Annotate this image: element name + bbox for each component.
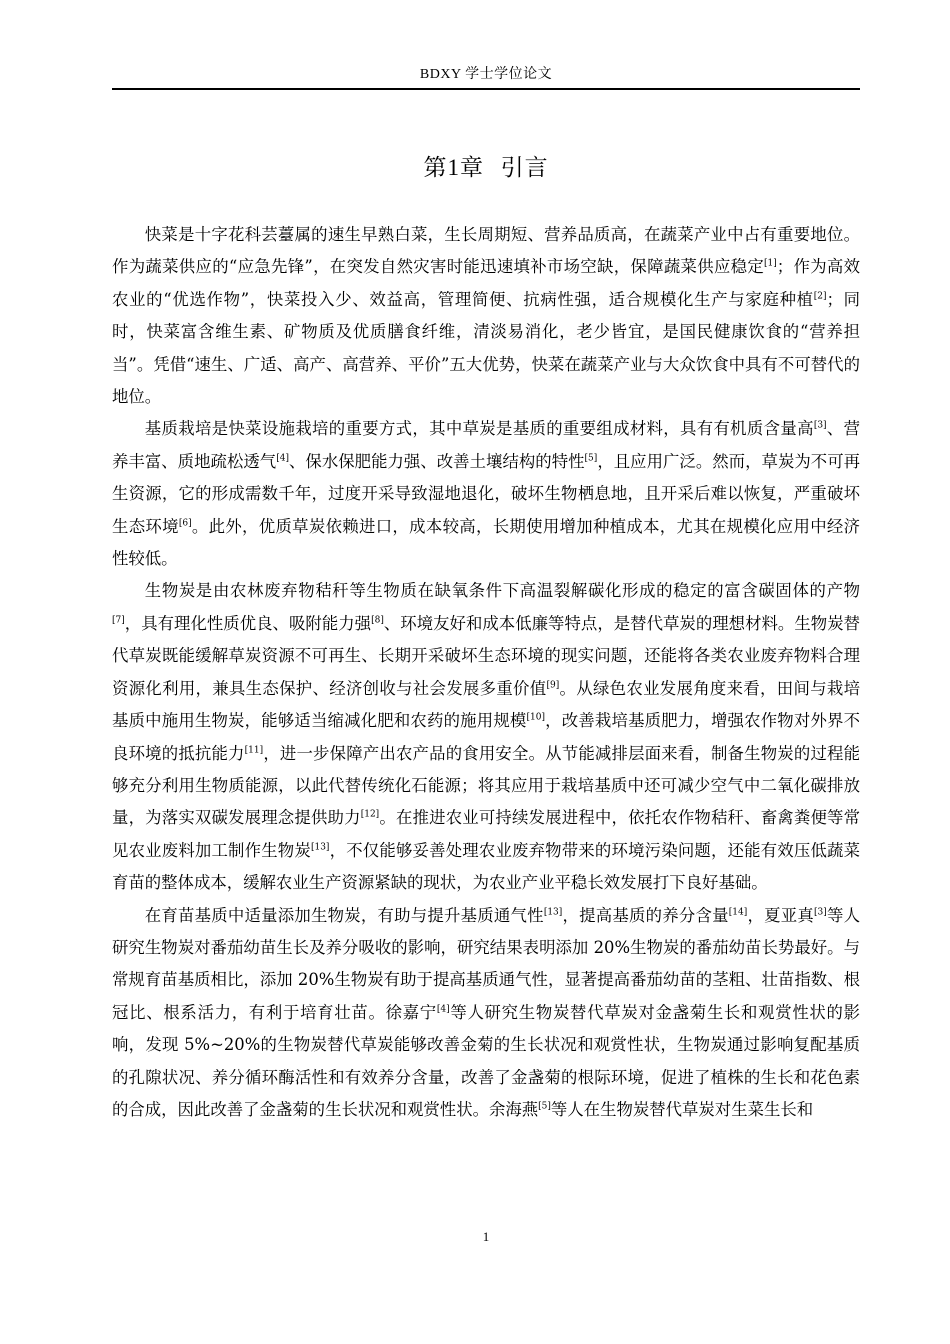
paragraph-text: 、营养丰富、质地疏松透气	[112, 419, 861, 471]
citation-marker: [13]	[310, 842, 330, 853]
citation-marker: [4]	[436, 1004, 450, 1015]
paragraph-text: ，且应用广泛。然而，草炭为不可再生资源，它的形成需数千年，过度开采导致湿地退化，破坏生物栖息地，且开采后难以恢复，严重破坏生态环境	[112, 451, 861, 536]
citation-marker: [6]	[178, 518, 192, 529]
citation-marker: [10]	[526, 712, 545, 723]
header-rule	[112, 88, 860, 90]
citation-marker: [1]	[764, 258, 777, 269]
citation-marker: [4]	[276, 453, 289, 464]
paragraph-text: ，进一步保障产出农产品的食用安全。从节能减排层面来看，制备生物炭的过程能够充分利用生物质能源，以此代替传统化石能源；将其应用于栽培基质中还可减少空气中二氧化碳排放量，为落实双碳发展理念提供助力	[112, 743, 860, 828]
citation-marker: [5]	[538, 1101, 551, 1112]
paragraph-text: 。此外，优质草炭依赖进口，成本较高，长期使用增加种植成本，尤其在规模化应用中经济性较低。	[112, 516, 861, 569]
paragraph-text: ，不仅能够妥善处理农业废弃物带来的环境污染问题，还能有效压低蔬菜育苗的整体成本，缓解农业生产资源紧缺的现状，为农业产业平稳长效发展打下良好基础。	[112, 840, 861, 893]
citation-marker: [13]	[543, 907, 563, 918]
citation-marker: [11]	[244, 745, 264, 756]
running-header: BDXY 学士学位论文	[419, 67, 553, 82]
paragraph-text: ，具有理化性质优良、吸附能力强	[124, 613, 372, 633]
paragraph-text: ，改善栽培基质肥力，增强农作物对外界不良环境的抵抗能力	[112, 711, 861, 763]
chapter-label-prefix: 第	[423, 155, 448, 181]
citation-marker: [9]	[546, 680, 560, 691]
citation-marker: [2]	[813, 291, 827, 302]
paragraph-text: 、环境友好和成本低廉等特点，是替代草炭的理想材料。生物炭替代草炭既能缓解草炭资源不可再生、长期开采破坏生态环境的现实问题，还能将各类农业废弃物料合理资源化利用，兼具生态保护、经济创收与社会发展多重价值	[112, 613, 861, 698]
paragraph-text: 在育苗基质中适量添加生物炭，有助与提升基质通气性	[144, 905, 544, 925]
paragraph-text: 生物炭是由农林废弃物秸秆等生物质在缺氧条件下高温裂解碳化形成的稳定的富含碳固体的产物	[144, 581, 860, 601]
citation-marker: [7]	[112, 615, 125, 626]
paragraph-text: 等人在生物炭替代草炭对生菜生长和	[550, 1099, 814, 1119]
paragraph-text: 等人研究生物炭对番茄幼苗生长及养分吸收的影响，研究结果表明添加 20%生物炭的番茄幼苗长势最好。与常规育苗基质相比，添加 20%生物炭有助于提高基质通气性，显著提高番茄幼苗的茎粗、壮苗指数、根冠比、根系活力，有利于培育壮苗。徐嘉宁	[112, 905, 861, 1022]
page-number: 1	[482, 1229, 490, 1244]
citation-marker: [3]	[813, 420, 827, 431]
paragraph-text: 等人研究生物炭替代草炭对金盏菊生长和观赏性状的影响，发现 5%~20%的生物炭替代草炭能够改善金菊的生长状况和观赏性状，生物炭通过影响复配基质的孔隙状况、养分循环酶活性和有效养分含量，改善了金盏菊的根际环境，促进了植株的生长和花色素的合成，因此改善了金盏菊的生长状况和观赏性状。余海燕	[112, 1002, 861, 1119]
paragraph-text: ，夏亚真	[747, 905, 815, 925]
paragraph-text: 。在推进农业可持续发展进程中，依托农作物秸秆、畜禽粪便等常见农业废料加工制作生物炭	[112, 808, 861, 860]
citation-marker: [14]	[728, 907, 748, 918]
paragraph-text: 。从绿色农业发展角度来看，田间与栽培基质中施用生物炭，能够适当缩减化肥和农药的施用规模	[112, 678, 861, 731]
paragraph-text: ；同时，快菜富含维生素、矿物质及优质膳食纤维，清淡易消化，老少皆宜，是国民健康饮食的“营养担当”。凭借“速生、广适、高产、高营养、平价”五大优势，快菜在蔬菜产业与大众饮食中具有不可替代的地位。	[112, 289, 860, 407]
paragraph	[112, 413, 860, 575]
paragraph	[112, 575, 860, 899]
chapter-number: 1	[447, 155, 460, 180]
paragraph	[112, 219, 860, 413]
chapter-title	[112, 153, 860, 183]
citation-marker: [8]	[371, 615, 384, 626]
paragraph	[112, 900, 860, 1127]
citation-marker: [3]	[814, 907, 827, 918]
paragraph-text: 、保水保肥能力强、改善土壤结构的特性	[288, 451, 585, 471]
paragraph-text: 快菜是十字花科芸薹属的速生早熟白菜，生长周期短、营养品质高，在蔬菜产业中占有重要地位。作为蔬菜供应的“应急先锋”，在突发自然灾害时能迅速填补市场空缺，保障蔬菜供应稳定	[112, 225, 860, 277]
chapter-heading-text: 引言	[500, 155, 549, 181]
citation-marker: [5]	[584, 453, 598, 464]
paragraph-text: ，提高基质的养分含量	[562, 905, 729, 925]
chapter-label-suffix: 章	[459, 155, 484, 181]
paragraph-text: ；作为高效农业的“优选作物”，快菜投入少、效益高，管理简便、抗病性强，适合规模化生产与家庭种植	[112, 257, 860, 309]
paragraph-text: 基质栽培是快菜设施栽培的重要方式，其中草炭是基质的重要组成材料，具有有机质含量高	[144, 419, 814, 439]
body-text	[112, 219, 860, 1126]
citation-marker: [12]	[360, 809, 380, 820]
